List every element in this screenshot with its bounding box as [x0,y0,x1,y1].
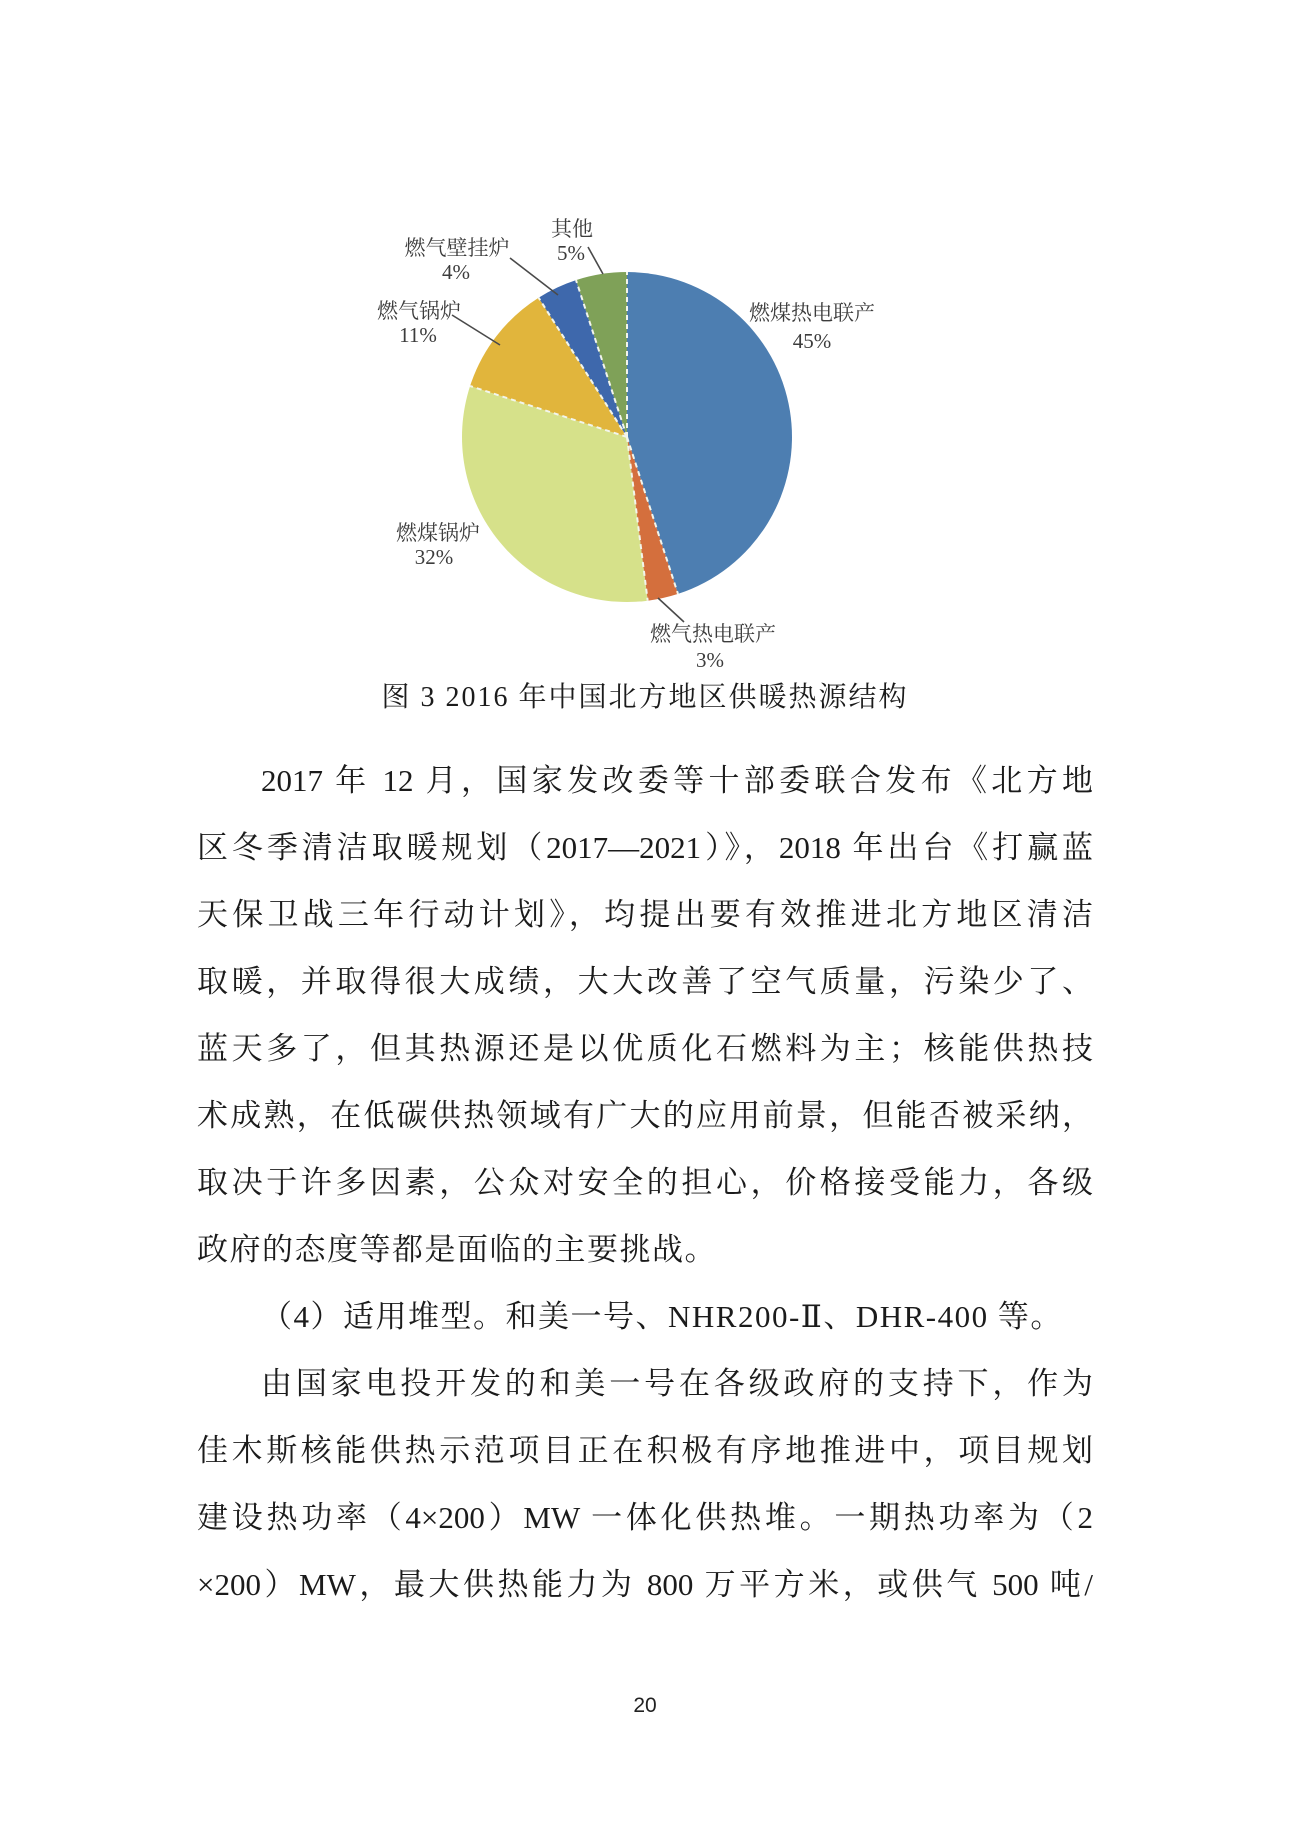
leader-line-wallboiler [510,258,558,295]
pie-slice-label: 燃气锅炉 [377,299,461,323]
pie-slice-label: 燃气热电联产 [650,622,776,646]
pie-slice-percent: 5% [557,241,585,265]
body-line: 区冬季清洁取暖规划（2017—2021）》，2018 年出台《打赢蓝 [197,830,1093,865]
body-line: 由国家电投开发的和美一号在各级政府的支持下，作为 [261,1366,1093,1401]
pie-slice-percent: 11% [399,323,437,347]
figure-caption: 图 3 2016 年中国北方地区供暖热源结构 [381,682,909,713]
pie-slice-label: 燃煤热电联产 [749,301,875,325]
body-line: ×200）MW，最大供热能力为 800 万平方米，或供气 500 吨/ [197,1567,1093,1602]
pie-slice-percent: 32% [414,545,454,569]
body-text [197,747,1093,1618]
body-line: 蓝天多了，但其热源还是以优质化石燃料为主；核能供热技 [197,1031,1093,1066]
body-line: 取暖，并取得很大成绩，大大改善了空气质量，污染少了、 [197,964,1093,999]
leader-line-gaschp [658,598,684,622]
pie-slice-label: 燃煤锅炉 [396,521,480,545]
page-number: 20 [633,1694,657,1717]
pie-slice-label: 燃气壁挂炉 [404,236,510,260]
leader-line-other [588,247,603,274]
body-line: 政府的态度等都是面临的主要挑战。 [197,1232,717,1267]
body-line: 佳木斯核能供热示范项目正在积极有序地推进中，项目规划 [197,1433,1093,1468]
body-line: 天保卫战三年行动计划》，均提出要有效推进北方地区清洁 [197,897,1093,932]
pie-chart [0,0,1290,735]
body-line: 取决于许多因素，公众对安全的担心，价格接受能力，各级 [197,1165,1093,1200]
pie-slice-percent: 45% [792,329,832,353]
body-line: （4）适用堆型。和美一号、NHR200-Ⅱ、DHR-400 等。 [261,1299,1063,1334]
pie-slice-percent: 3% [696,648,724,672]
pie-slice-percent: 4% [442,260,470,284]
body-line: 建设热功率（4×200）MW 一体化供热堆。一期热功率为（2 [197,1500,1093,1535]
pie-slice-label: 其他 [551,217,593,241]
body-line: 2017 年 12 月，国家发改委等十部委联合发布《北方地 [261,763,1093,798]
body-line: 术成熟，在低碳供热领域有广大的应用前景，但能否被采纳， [197,1098,1093,1133]
